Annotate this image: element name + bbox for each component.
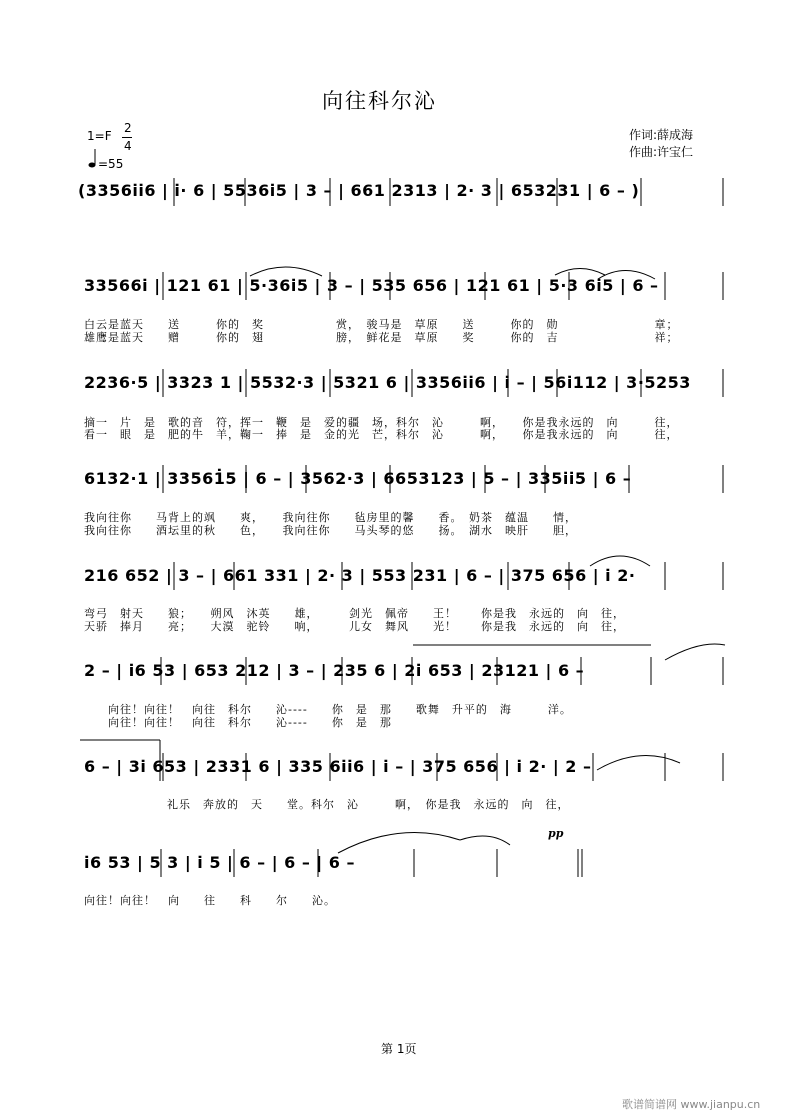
barlines-row-6 <box>161 645 723 685</box>
barlines-row-2 <box>163 272 723 300</box>
composer-credit: 作曲:许宝仁 <box>629 145 694 159</box>
lyric-row-6-verse-1: 向往！向往！ 向往 科尔 沁---- 你 是 那 歌舞 升平的 海 洋。 <box>84 703 572 716</box>
song-title: 向往科尔沁 <box>322 89 437 113</box>
barlines-row-1 <box>174 178 723 206</box>
time-sig-bottom: 4 <box>124 139 132 153</box>
dynamic-mark: pp <box>548 827 564 840</box>
score-row-7: 6 – | 3i̇ 653 | 2331 6 | 335 6i̇i̇6 | i̇ – | 375 656 | i̇ 2· | 2 – <box>84 757 592 776</box>
lyric-row-8: 向往！向往！ 向 往 科 尔 沁。 <box>84 894 336 907</box>
tempo-mark: =55 <box>98 157 124 171</box>
lyricist-credit: 作词:薛成海 <box>629 128 694 142</box>
key-signature: 1=F <box>87 129 112 143</box>
score-row-3: 2236·5 | 3323 1 | 5532·3 | 5321 6 | 3356i̇i̇6 | i̇ – | 56i̇112 | 3·5253 <box>84 373 691 392</box>
barlines-row-5 <box>174 562 723 590</box>
slurs <box>250 267 725 853</box>
score-row-2: 33566i̇ | 121 61 | 5·36i̇5 | 3 – | 535 656 | 121 61 | 5·3 6i̇5 | 6 – <box>84 276 659 295</box>
lyric-row-6-verse-2: 向往！向往！ 向往 科尔 沁---- 你 是 那 <box>84 716 392 729</box>
barlines-row-3 <box>163 369 723 397</box>
lyric-row-2-verse-1: 白云是蓝天 送 你的 奖 赏， 骏马是 草原 送 你的 勋 章； <box>84 318 679 331</box>
barlines-row-4 <box>163 465 723 493</box>
lyric-row-4-verse-1: 我向往你 马背上的飒 爽， 我向往你 毡房里的馨 香。 奶茶 蕴温 情， <box>84 511 577 524</box>
score-row-6: 2 – | i̇6 53 | 653 212 | 3 – | 235 6 | 2i̇ 653 | 23121 | 6 – <box>84 661 585 680</box>
lyric-row-3-verse-1: 摘一 片 是 歌的音 符，挥一 鞭 是 爱的疆 场，科尔 沁 啊， 你是我永远的 向 往， <box>84 416 679 429</box>
lyric-row-7: 礼乐 奔放的 天 堂。科尔 沁 啊， 你是我 永远的 向 往， <box>167 798 570 811</box>
lyric-row-5-verse-2: 天骄 捧月 亮； 大漠 驼铃 响， 儿女 舞风 光！ 你是我 永远的 向 往， <box>84 620 625 633</box>
page-number: 第 1页 <box>381 1042 417 1056</box>
score-row-8: i̇6 53 | 5 3 | i̇ 5 | 6 – | 6 – | 6 – <box>84 853 356 872</box>
score-row-4: 6132·1 | 33561̇5 | 6 – | 3562·3 | 6653123 | 5 – | 335i̇i̇5 | 6 – <box>84 469 632 488</box>
lyric-row-4-verse-2: 我向往你 酒坛里的秋 色， 我向往你 马头琴的悠 扬。 湖水 映肝 胆， <box>84 524 577 537</box>
lyric-row-3-verse-2: 看一 眼 是 肥的牛 羊，鞠一 捧 是 金的光 芒，科尔 沁 啊， 你是我永远的 向 往， <box>84 428 679 441</box>
time-sig-top: 2 <box>124 121 132 135</box>
lyric-row-2-verse-2: 雄鹰是蓝天 赠 你的 翅 膀， 鲜花是 草原 奖 你的 吉 祥； <box>84 331 679 344</box>
watermark: 歌谱简谱网 www.jianpu.cn <box>622 1098 761 1111</box>
score-row-5: 216 652 | 3 – | 661 331 | 2· 3 | 553 231 | 6 – | 375 656 | i̇ 2· <box>84 566 636 585</box>
barlines-row-7 <box>80 740 723 781</box>
score-row-1: (3356i̇i̇6 | i̇· 6 | 5536i̇5 | 3 – | 661 2313 | 2· 3 | 653231 | 6 – ) <box>78 181 640 200</box>
barlines-row-8 <box>161 849 582 877</box>
lyric-row-5-verse-1: 弯弓 射天 狼； 朔风 沐英 雄， 剑光 佩帝 王！ 你是我 永远的 向 往， <box>84 607 625 620</box>
